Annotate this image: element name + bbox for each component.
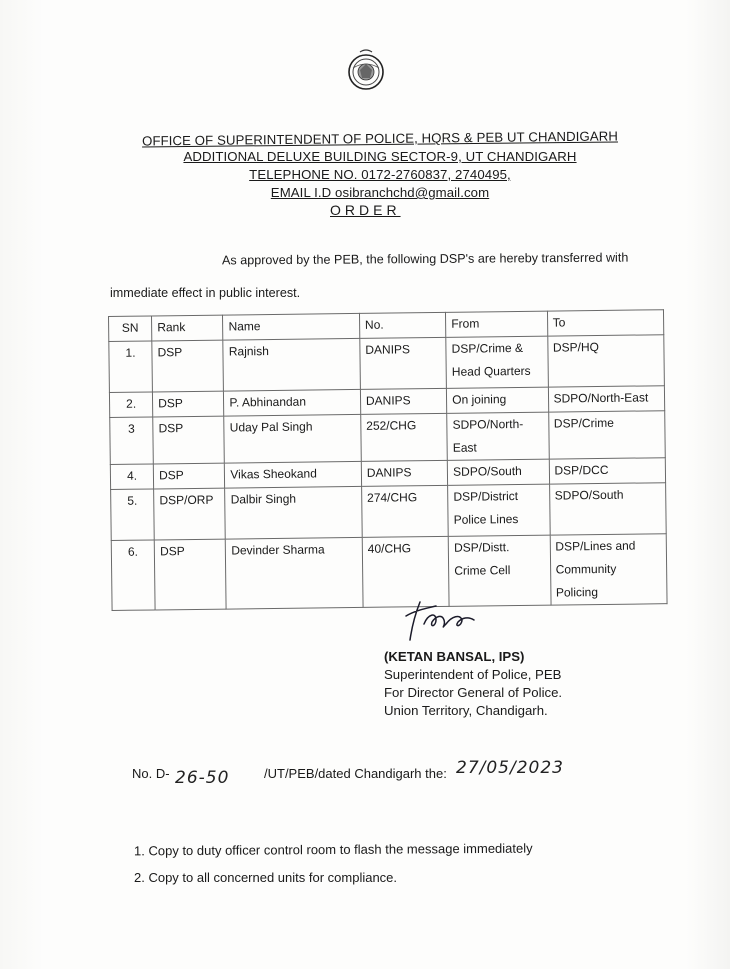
signatory-territory: Union Territory, Chandigarh. [384,703,548,718]
cell-to: DSP/Crime [548,411,665,459]
cell-rank: DSP/ORP [154,488,226,540]
cell-rank: DSP [153,391,225,417]
signatory-for-line: For Director General of Police. [384,685,563,700]
table-row [111,483,667,541]
signatory-name: (KETAN BANSAL, IPS) [384,649,525,664]
cell-name: P. Abhinandan [224,389,361,416]
header-email-line: EMAIL I.D osibranchchd@gmail.com [270,185,490,200]
cell-to: DSP/DCC [549,458,666,484]
cell-rank: DSP [154,539,226,610]
copy-list [134,836,533,892]
cell-name: Devinder Sharma [226,537,363,609]
signatory-block [384,648,562,720]
list-item: 2. Copy to all concerned units for compliance. [134,870,398,885]
cell-rank: DSP [153,416,225,464]
office-header [130,130,630,202]
col-header-from: From [446,311,548,337]
table-row [109,335,665,393]
cell-no: DANIPS [360,388,447,414]
cell-to: SDPO/South [549,483,666,535]
table-row [111,534,667,611]
cell-from: DSP/District Police Lines [448,484,550,536]
intro-text-line2: immediate effect in public interest. [110,286,301,300]
cell-name: Dalbir Singh [225,486,362,539]
cell-from: SDPO/North-East [447,412,549,460]
cell-rank: DSP [153,463,225,489]
cell-sn: 3 [110,417,154,465]
cell-rank: DSP [152,340,224,392]
reference-number: 26-50 [175,768,230,788]
header-office-line: OFFICE OF SUPERINTENDENT OF POLICE, HQRS & PEB UT CHANDIGARH [141,128,619,149]
cell-from: DSP/Distt. Crime Cell [448,535,550,606]
signatory-designation: Superintendent of Police, PEB [384,667,562,682]
cell-from: DSP/Crime & Head Quarters [446,336,548,388]
cell-no: DANIPS [361,460,448,486]
cell-no: 40/CHG [362,536,449,607]
col-header-no: No. [359,312,446,338]
transfer-table [108,309,668,611]
cell-sn: 5. [111,489,155,541]
cell-to: SDPO/North-East [548,386,665,412]
reference-date: 27/05/2023 [456,758,564,778]
cell-sn: 1. [109,341,153,393]
cell-from: SDPO/South [447,459,549,485]
cell-name: Vikas Sheokand [225,461,362,488]
table-row [110,411,666,465]
cell-to: DSP/HQ [547,335,664,387]
col-header-sn: SN [109,316,152,342]
cell-sn: 6. [111,540,155,611]
handwritten-signature [402,596,482,644]
cell-no: 274/CHG [361,485,448,537]
header-address-line: ADDITIONAL DELUXE BUILDING SECTOR-9, UT CHANDIGARH [183,149,577,164]
cell-sn: 2. [109,392,152,418]
cell-no: DANIPS [360,337,447,389]
list-item: 1. Copy to duty officer control room to flash the message immediately [133,840,533,859]
cell-sn: 4. [110,464,153,490]
cell-from: On joining [447,387,549,413]
col-header-rank: Rank [152,315,224,341]
reference-middle: /UT/PEB/dated Chandigarh the: [264,766,447,781]
col-header-to: To [547,310,664,336]
header-telephone-line: TELEPHONE NO. 0172-2760837, 2740495, [249,167,511,182]
col-header-name: Name [223,313,360,340]
police-emblem-icon [346,48,386,92]
cell-name: Uday Pal Singh [224,414,361,463]
reference-prefix: No. D- [132,766,170,781]
intro-text-line1: As approved by the PEB, the following DSP's are hereby transferred with [221,250,629,268]
cell-no: 252/CHG [361,413,448,461]
cell-name: Rajnish [223,338,360,391]
order-title: ORDER [330,202,401,218]
cell-to: DSP/Lines and Community Policing [550,534,667,605]
